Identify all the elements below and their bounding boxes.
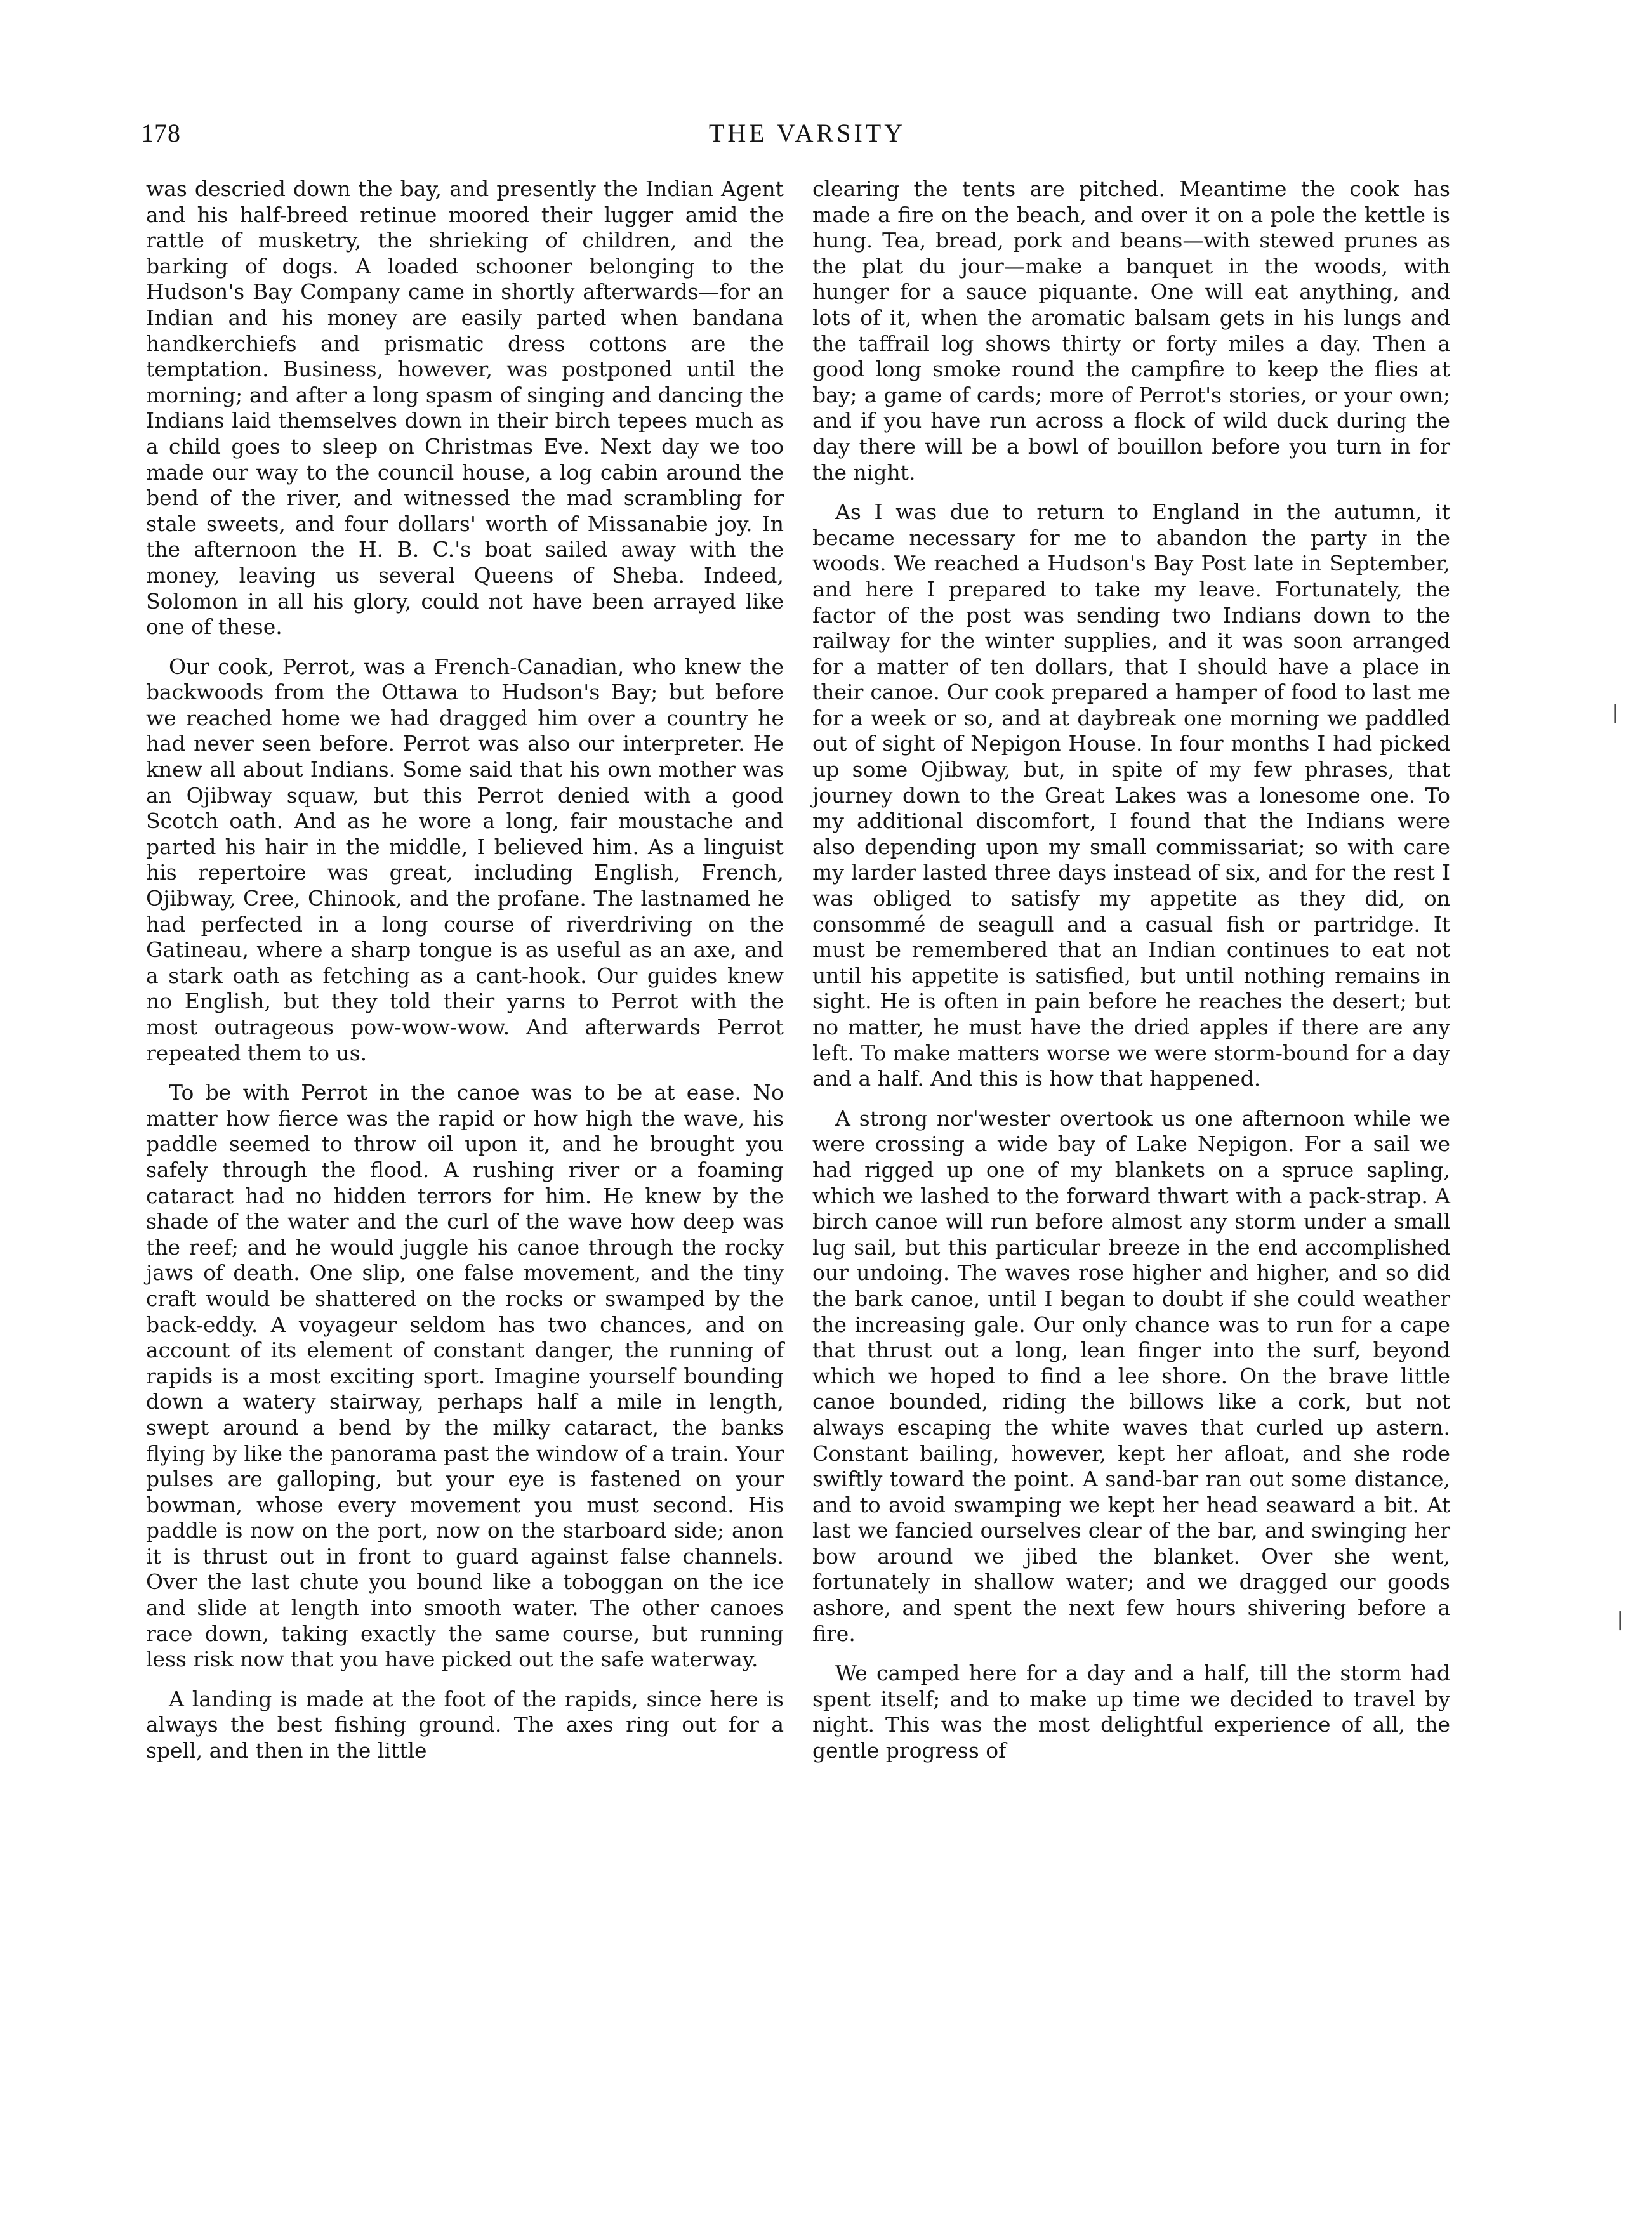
left-column [146, 176, 784, 1778]
paragraph: clearing the tents are pitched. Meantime the cook has made a fire on the beach, and over it on a pole the kettle is hung. Tea, bread, pork and beans—with stewed prunes as the plat du jour—make a banquet in the woods, with hunger for a sauce piquante. One will eat anything, and lots of it, when the aromatic balsam gets in his lungs and the taffrail log shows thirty or forty miles a day. Then a good long smoke round the campfire to keep the flies at bay; a game of cards; more of Perrot's stories, or your own; and if you have run across a flock of wild duck during the day there will be a bowl of bouillon before you turn in for the night. [812, 176, 1450, 485]
paragraph: A landing is made at the foot of the rapids, since here is always the best fishing ground. The axes ring out for a spell, and then in the little [146, 1686, 784, 1763]
paragraph: was descried down the bay, and presently the Indian Agent and his half-breed retinue moored their lugger amid the rattle of musketry, the shrieking of children, and the barking of dogs. A loaded schooner belonging to the Hudson's Bay Company came in shortly afterwards—for an Indian and his money are easily parted when bandana handkerchiefs and prismatic dress cottons are the temptation. Business, however, was postponed until the morning; and after a long spasm of singing and dancing the Indians laid themselves down in their birch tepees much as a child goes to sleep on Christmas Eve. Next day we too made our way to the council house, a log cabin around the bend of the river, and witnessed the mad scrambling for stale sweets, and four dollars' worth of Missanabie joy. In the afternoon the H. B. C.'s boat sailed away with the money, leaving us several Queens of Sheba. Indeed, Solomon in all his glory, could not have been arrayed like one of these. [146, 176, 784, 640]
paragraph: A strong nor'wester overtook us one afternoon while we were crossing a wide bay of Lake Nepigon. For a sail we had rigged up one of my blankets on a spruce sapling, which we lashed to the forward thwart with a pack-strap. A birch canoe will run before almost any storm under a small lug sail, but this particular breeze in the end accomplished our undoing. The waves rose higher and higher, and so did the bark canoe, until I began to doubt if she could weather the increasing gale. Our only chance was to run for a cape that thrust out a long, lean finger into the surf, beyond which we hoped to find a lee shore. On the brave little canoe bounded, riding the billows like a cork, but not always escaping the white waves that curled up astern. Constant bailing, however, kept her afloat, and she rode swiftly toward the point. A sand-bar ran out some distance, and to avoid swamping we kept her head seaward a bit. At last we fancied ourselves clear of the bar, and swinging her bow around we jibed the blanket. Over she went, fortunately in shallow water; and we dragged our goods ashore, and spent the next few hours shivering before a fire. [812, 1105, 1450, 1646]
right-column [812, 176, 1450, 1778]
paragraph: To be with Perrot in the canoe was to be at ease. No matter how fierce was the rapid or how high the wave, his paddle seemed to throw oil upon it, and he brought you safely through the flood. A rushing river or a foaming cataract had no hidden terrors for him. He knew by the shade of the water and the curl of the wave how deep was the reef; and he would juggle his canoe through the rocky jaws of death. One slip, one false movement, and the tiny craft would be shattered on the rocks or swamped by the back-eddy. A voyageur seldom has two chances, and on account of its element of constant danger, the running of rapids is a most exciting sport. Imagine yourself bounding down a watery stairway, perhaps half a mile in length, swept around a bend by the milky cataract, the banks flying by like the panorama past the window of a train. Your pulses are galloping, but your eye is fastened on your bowman, whose every movement you must second. His paddle is now on the port, now on the starboard side; anon it is thrust out in front to guard against false channels. Over the last chute you bound like a toboggan on the ice and slide at length into smooth water. The other canoes race down, taking exactly the same course, but running less risk now that you have picked out the safe waterway. [146, 1080, 784, 1672]
paragraph: We camped here for a day and a half, till the storm had spent itself; and to make up time we decided to travel by night. This was the most delightful experience of all, the gentle progress of [812, 1661, 1450, 1763]
page-number: 178 [141, 119, 181, 147]
paragraph: Our cook, Perrot, was a French-Canadian, who knew the backwoods from the Ottawa to Hudson's Bay; but before we reached home we had dragged him over a country he had never seen before. Perrot was also our interpreter. He knew all about Indians. Some said that his own mother was an Ojibway squaw, but this Perrot denied with a good Scotch oath. And as he wore a long, fair moustache and parted his hair in the middle, I believed him. As a linguist his repertoire was great, including English, French, Ojibway, Cree, Chinook, and the profane. The lastnamed he had perfected in a long course of riverdriving on the Gatineau, where a sharp tongue is as useful as an axe, and a stark oath as fetching as a cant-hook. Our guides knew no English, but they told their yarns to Perrot with the most outrageous pow-wow-wow. And afterwards Perrot repeated them to us. [146, 654, 784, 1065]
page-header [141, 118, 1474, 156]
running-title: THE VARSITY [708, 119, 906, 147]
scan-speck: ❘ [1612, 1609, 1629, 1631]
scan-speck: ❘ [1607, 701, 1623, 723]
paragraph: As I was due to return to England in the autumn, it became necessary for me to abandon the party in the woods. We reached a Hudson's Bay Post late in September, and here I prepared to take my leave. Fortunately, the factor of the post was sending two Indians down to the railway for the winter supplies, and it was soon arranged for a matter of ten dollars, that I should have a place in their canoe. Our cook prepared a hamper of food to last me for a week or so, and at daybreak one morning we paddled out of sight of Nepigon House. In four months I had picked up some Ojibway, but, in spite of my few phrases, that journey down to the Great Lakes was a lonesome one. To my additional discomfort, I found that the Indians were also depending upon my small commissariat; so with care my larder lasted three days instead of six, and for the rest I was obliged to satisfy my appetite as they did, on consommé de seagull and a casual fish or partridge. It must be remembered that an Indian continues to eat not until his appetite is satisfied, but until nothing remains in sight. He is often in pain before he reaches the desert; but no matter, he must have the dried apples if there are any left. To make matters worse we were storm-bound for a day and a half. And this is how that happened. [812, 499, 1450, 1091]
